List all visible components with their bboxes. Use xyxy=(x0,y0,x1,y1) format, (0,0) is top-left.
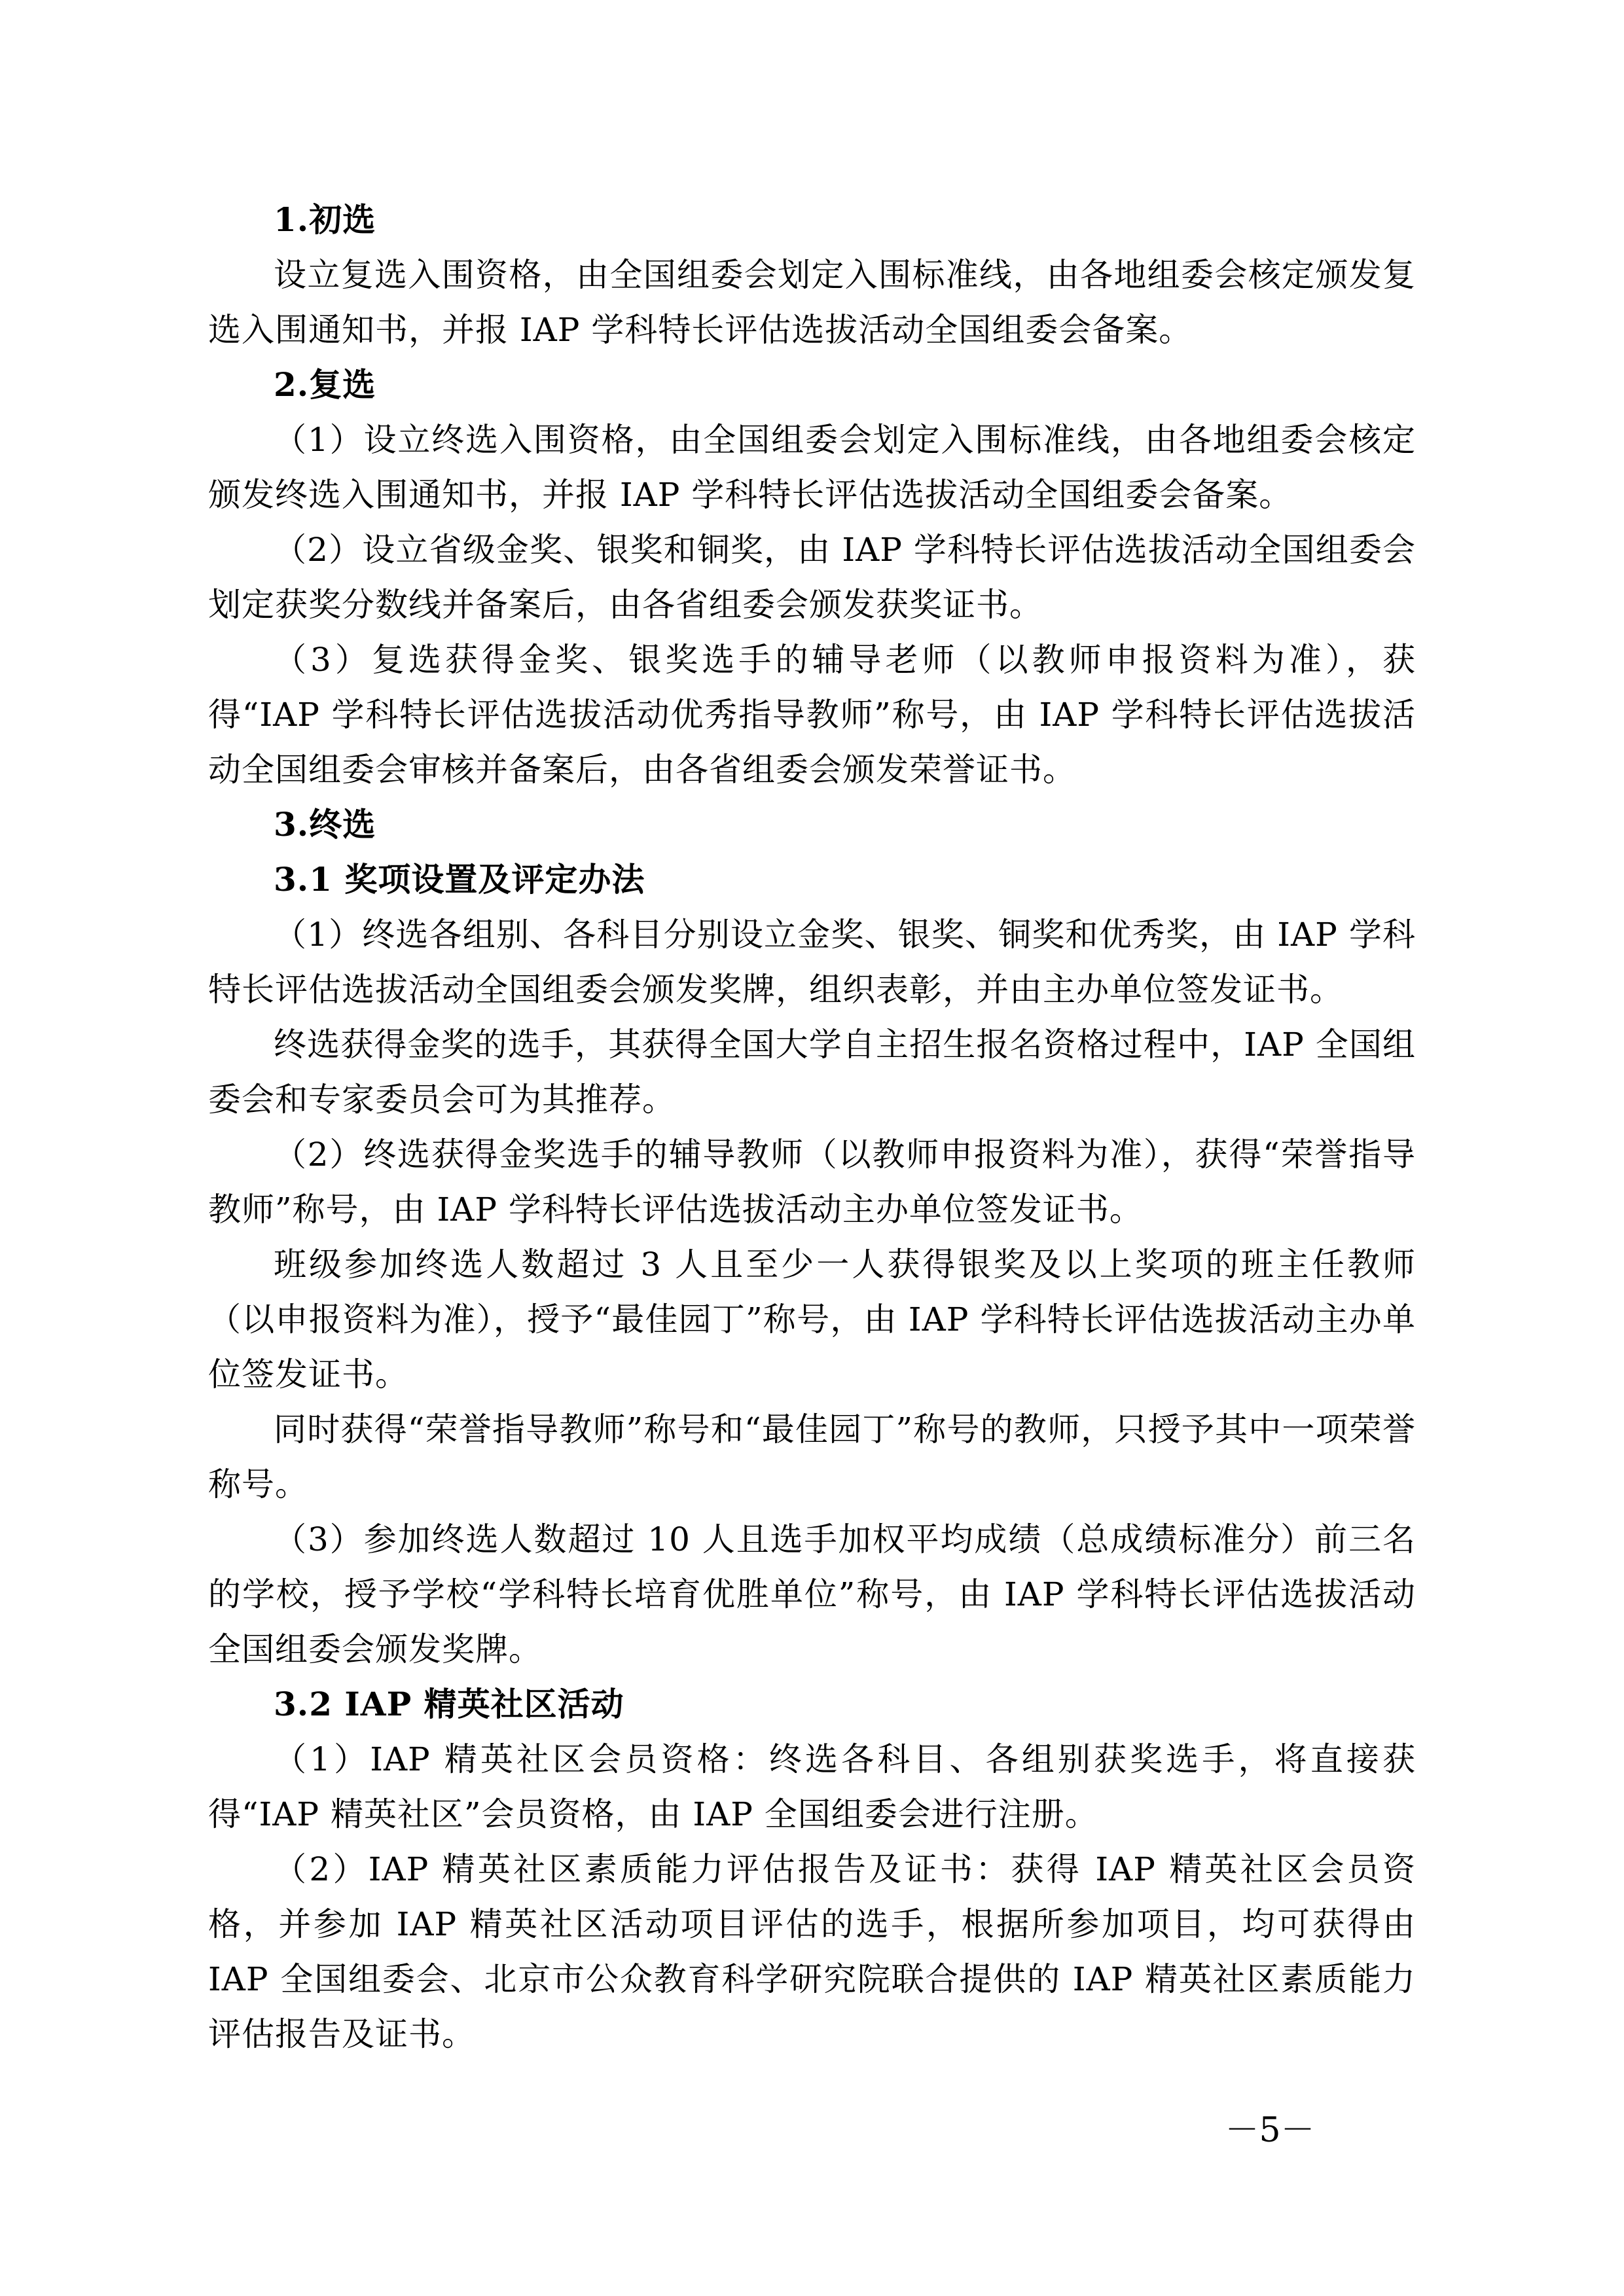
paragraph-final-gold-recommendation: 终选获得金奖的选手，其获得全国大学自主招生报名资格过程中，IAP 全国组委会和专家委员会可为其推荐。 xyxy=(208,1026,1416,1119)
document-body xyxy=(208,192,1416,2062)
subsection-heading-awards: 3.1 奖项设置及评定办法 xyxy=(274,860,645,899)
paragraph-best-gardener: 班级参加终选人数超过 3 人且至少一人获得银奖及以上奖项的班主任教师（以申报资料为准），授予“最佳园丁”称号，由 IAP 学科特长评估选拔活动主办单位签发证书。 xyxy=(208,1246,1416,1393)
paragraph-second-round-3: （3）复选获得金奖、银奖选手的辅导老师（以教师申报资料为准），获得“IAP 学科特长评估选拔活动优秀指导教师”称号，由 IAP 学科特长评估选拔活动全国组委会审核并备案后，由各省组委会颁发荣誉证书。 xyxy=(208,641,1416,789)
section-heading-preliminary: 1.初选 xyxy=(274,200,376,239)
paragraph-preliminary: 设立复选入围资格，由全国组委会划定入围标准线，由各地组委会核定颁发复选入围通知书，并报 IAP 学科特长评估选拔活动全国组委会备案。 xyxy=(208,256,1416,349)
paragraph-final-awards-3: （3）参加终选人数超过 10 人且选手加权平均成绩（总成绩标准分）前三名的学校，授予学校“学科特长培育优胜单位”称号，由 IAP 学科特长评估选拔活动全国组委会颁发奖牌。 xyxy=(208,1520,1416,1668)
paragraph-single-honor: 同时获得“荣誉指导教师”称号和“最佳园丁”称号的教师，只授予其中一项荣誉称号。 xyxy=(208,1410,1416,1503)
section-heading-second-round: 2.复选 xyxy=(274,365,376,404)
section-heading-final: 3.终选 xyxy=(274,805,376,844)
paragraph-elite-report: （2）IAP 精英社区素质能力评估报告及证书：获得 IAP 精英社区会员资格，并参加 IAP 精英社区活动项目评估的选手，根据所参加项目，均可获得由 IAP 全国组委会、北京市公众教育科学研究院联合提供的 IAP 精英社区素质能力评估报告及证书。 xyxy=(208,1850,1416,2053)
paragraph-final-awards-1: （1）终选各组别、各科目分别设立金奖、银奖、铜奖和优秀奖，由 IAP 学科特长评估选拔活动全国组委会颁发奖牌，组织表彰，并由主办单位签发证书。 xyxy=(208,916,1416,1009)
paragraph-second-round-1: （1）设立终选入围资格，由全国组委会划定入围标准线，由各地组委会核定颁发终选入围通知书，并报 IAP 学科特长评估选拔活动全国组委会备案。 xyxy=(208,421,1416,514)
paragraph-elite-membership: （1）IAP 精英社区会员资格：终选各科目、各组别获奖选手，将直接获得“IAP 精英社区”会员资格，由 IAP 全国组委会进行注册。 xyxy=(208,1740,1416,1833)
paragraph-second-round-2: （2）设立省级金奖、银奖和铜奖，由 IAP 学科特长评估选拔活动全国组委会划定获奖分数线并备案后，由各省组委会颁发获奖证书。 xyxy=(208,531,1416,624)
page-number: －5－ xyxy=(1225,2111,1315,2150)
paragraph-final-awards-2: （2）终选获得金奖选手的辅导教师（以教师申报资料为准），获得“荣誉指导教师”称号，由 IAP 学科特长评估选拔活动主办单位签发证书。 xyxy=(208,1136,1416,1229)
subsection-heading-elite-community: 3.2 IAP 精英社区活动 xyxy=(274,1685,624,1723)
